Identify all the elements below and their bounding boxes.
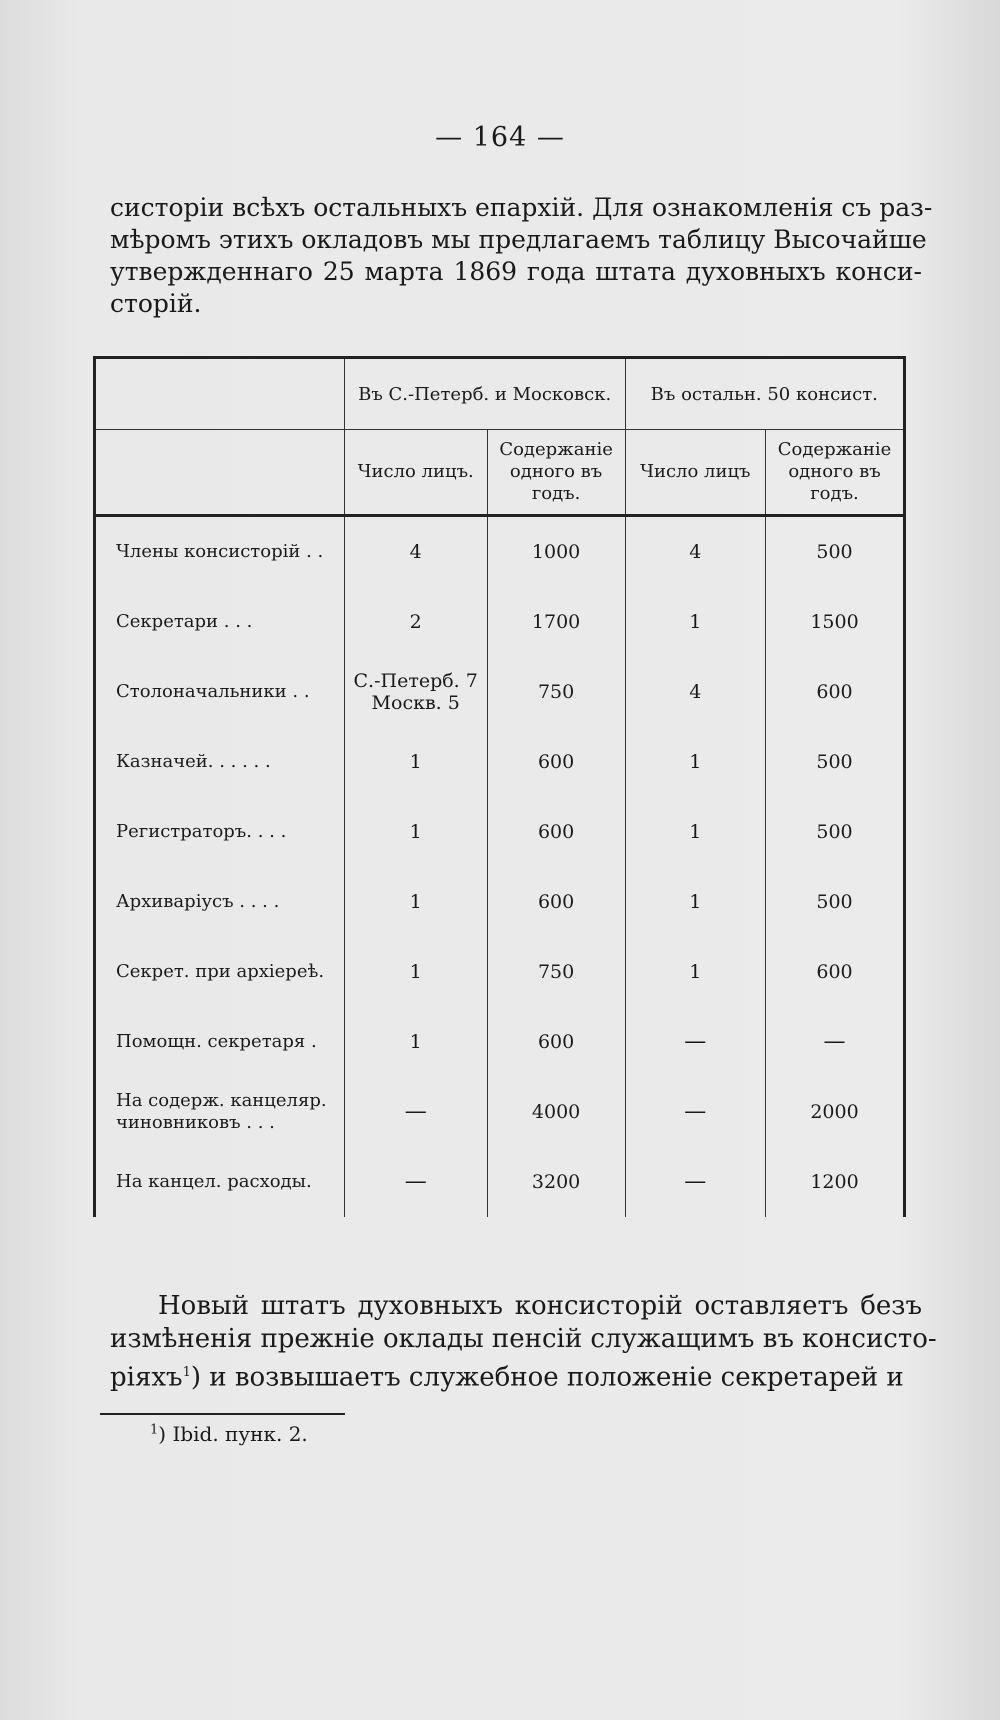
count-spb-moscow <box>344 797 487 867</box>
row-label <box>95 587 345 657</box>
table-row <box>95 797 905 867</box>
text-line: измѣненія прежніе оклады пенсій служащимъ въ консисто- <box>110 1324 937 1354</box>
count-other <box>625 797 765 867</box>
text-line: Новый штатъ духовныхъ консисторій оставляетъ безъ <box>158 1291 922 1321</box>
table-row <box>95 937 905 1007</box>
salary-spb-moscow <box>487 727 625 797</box>
text-line: утвержденнаго 25 марта 1869 года штата духовныхъ конси- <box>110 257 922 286</box>
salary-other <box>766 867 905 937</box>
text-fragment: ріяхъ <box>110 1362 183 1393</box>
text-fragment: ) и возвышаетъ служебное положеніе секретарей и <box>190 1362 904 1393</box>
text-line: систоріи всѣхъ остальныхъ епархій. Для ознакомленія съ раз- <box>110 193 933 222</box>
text-line: сторій. <box>110 289 202 318</box>
cell-value: — <box>404 1099 427 1124</box>
cell-value: 2000 <box>810 1101 859 1123</box>
cell-value: 1 <box>409 821 422 843</box>
cell-value: 4000 <box>531 1101 581 1123</box>
count-spb-moscow <box>344 937 487 1007</box>
cell-value: 1 <box>409 751 422 773</box>
salary-other <box>766 797 905 867</box>
row-label <box>95 867 345 937</box>
row-label <box>95 797 345 867</box>
salary-spb-moscow <box>487 516 625 588</box>
count-other <box>625 1077 765 1147</box>
page-number: — 164 — <box>435 122 565 153</box>
salary-spb-moscow <box>487 1077 625 1147</box>
cell-value: 1200 <box>810 1171 859 1193</box>
footnote-text: ) Ibid. пунк. 2. <box>158 1422 308 1446</box>
cell-value: — <box>684 1169 707 1194</box>
cell-value: 1 <box>409 891 422 913</box>
subheader-salary: Содержаніе одного въ годъ. <box>487 430 625 516</box>
table-row <box>95 1147 905 1217</box>
count-other <box>625 657 765 727</box>
salary-other <box>766 1147 905 1217</box>
count-other <box>625 727 765 797</box>
cell-value: 4 <box>689 541 702 563</box>
row-label-text: чиновниковъ . . . <box>116 1112 275 1133</box>
footnote-ref: 1 <box>182 1365 191 1380</box>
footnote <box>150 1422 308 1446</box>
count-spb-moscow <box>344 1077 487 1147</box>
row-label <box>95 516 345 588</box>
table-corner-lower <box>95 430 345 516</box>
count-spb-moscow <box>344 1007 487 1077</box>
cell-value: Москв. 5 <box>371 692 460 714</box>
count-spb-moscow <box>344 587 487 657</box>
count-spb-moscow <box>344 727 487 797</box>
count-spb-moscow <box>344 657 487 727</box>
subheader-count: Число лицъ. <box>344 430 487 516</box>
salary-other <box>766 727 905 797</box>
salary-other <box>766 1007 905 1077</box>
table-row <box>95 657 905 727</box>
salary-other <box>766 657 905 727</box>
subheader-salary: Содержаніе одного въ годъ. <box>766 430 905 516</box>
row-label <box>95 1077 345 1147</box>
salary-other <box>766 587 905 657</box>
count-other <box>625 1007 765 1077</box>
group-header-other: Въ остальн. 50 консист. <box>625 358 904 430</box>
row-label-text: Члены консисторій . . <box>116 541 324 562</box>
count-spb-moscow <box>344 867 487 937</box>
salary-spb-moscow <box>487 797 625 867</box>
cell-value: 1 <box>689 611 702 633</box>
cell-value: 1 <box>689 891 702 913</box>
count-other <box>625 937 765 1007</box>
row-label <box>95 1147 345 1217</box>
footnote-marker: 1 <box>150 1422 159 1438</box>
table-row <box>95 1007 905 1077</box>
cell-value: 600 <box>816 681 853 703</box>
row-label-text: На содерж. канцеляр. <box>116 1090 327 1111</box>
cell-value: 600 <box>537 1031 575 1053</box>
salary-spb-moscow <box>487 587 625 657</box>
cell-value: 1700 <box>531 611 581 633</box>
paragraph-top <box>110 192 933 320</box>
count-other <box>625 587 765 657</box>
cell-value: — <box>404 1169 427 1194</box>
table-row <box>95 1077 905 1147</box>
salary-spb-moscow <box>487 867 625 937</box>
salary-spb-moscow <box>487 937 625 1007</box>
table-row <box>95 587 905 657</box>
cell-value: 500 <box>816 891 853 913</box>
cell-value: 1 <box>689 751 702 773</box>
table-row <box>95 867 905 937</box>
group-header-spb-moscow: Въ С.-Петерб. и Московск. <box>344 358 625 430</box>
cell-value: — <box>684 1029 707 1054</box>
count-other <box>625 1147 765 1217</box>
cell-value: 1 <box>689 961 702 983</box>
cell-value: 4 <box>689 681 702 703</box>
row-label-text: Столоначальники . . <box>116 681 310 702</box>
cell-value: 3200 <box>531 1171 581 1193</box>
table-row <box>95 727 905 797</box>
text-line: мѣромъ этихъ окладовъ мы предлагаемъ таблицу Высочайше <box>110 225 927 254</box>
cell-value: 600 <box>537 821 575 843</box>
cell-value: 1500 <box>810 611 859 633</box>
cell-value: — <box>823 1029 846 1054</box>
staff-table <box>93 356 906 1217</box>
cell-value: 750 <box>537 681 575 703</box>
count-spb-moscow <box>344 516 487 588</box>
row-label <box>95 937 345 1007</box>
cell-value: 2 <box>409 611 422 633</box>
cell-value: — <box>684 1099 707 1124</box>
salary-other <box>766 516 905 588</box>
subheader-count: Число лицъ <box>625 430 765 516</box>
cell-value: 500 <box>816 541 853 563</box>
row-label-text: Регистраторъ. . . . <box>116 821 287 842</box>
salary-spb-moscow <box>487 1147 625 1217</box>
text-line <box>110 1356 922 1395</box>
row-label <box>95 1007 345 1077</box>
count-other <box>625 867 765 937</box>
salary-other <box>766 1077 905 1147</box>
salary-other <box>766 937 905 1007</box>
cell-value: 4 <box>409 541 422 563</box>
salary-spb-moscow <box>487 657 625 727</box>
cell-value: 1 <box>409 961 422 983</box>
row-label-text: На канцел. расходы. <box>116 1171 312 1192</box>
cell-value: 500 <box>816 751 853 773</box>
cell-value: 1 <box>689 821 702 843</box>
table-row <box>95 516 905 588</box>
paragraph-bottom <box>110 1290 937 1395</box>
row-label-text: Секрет. при архіереѣ. <box>116 961 325 982</box>
row-label <box>95 657 345 727</box>
row-label <box>95 727 345 797</box>
row-label-text: Помощн. секретаря . <box>116 1031 317 1052</box>
cell-value: 600 <box>537 751 575 773</box>
cell-value: С.-Петерб. 7 <box>353 670 478 692</box>
cell-value: 600 <box>537 891 575 913</box>
cell-value: 750 <box>537 961 575 983</box>
cell-value: 1000 <box>531 541 581 563</box>
cell-value: 1 <box>409 1031 422 1053</box>
row-label-text: Секретари . . . <box>116 611 253 632</box>
count-other <box>625 516 765 588</box>
cell-value: 600 <box>816 961 853 983</box>
salary-spb-moscow <box>487 1007 625 1077</box>
row-label-text: Архиваріусъ . . . . <box>116 891 280 912</box>
cell-value: 500 <box>816 821 853 843</box>
table-corner <box>95 358 345 430</box>
count-spb-moscow <box>344 1147 487 1217</box>
row-label-text: Казначей. . . . . . <box>116 751 271 772</box>
footnote-rule <box>100 1413 345 1415</box>
